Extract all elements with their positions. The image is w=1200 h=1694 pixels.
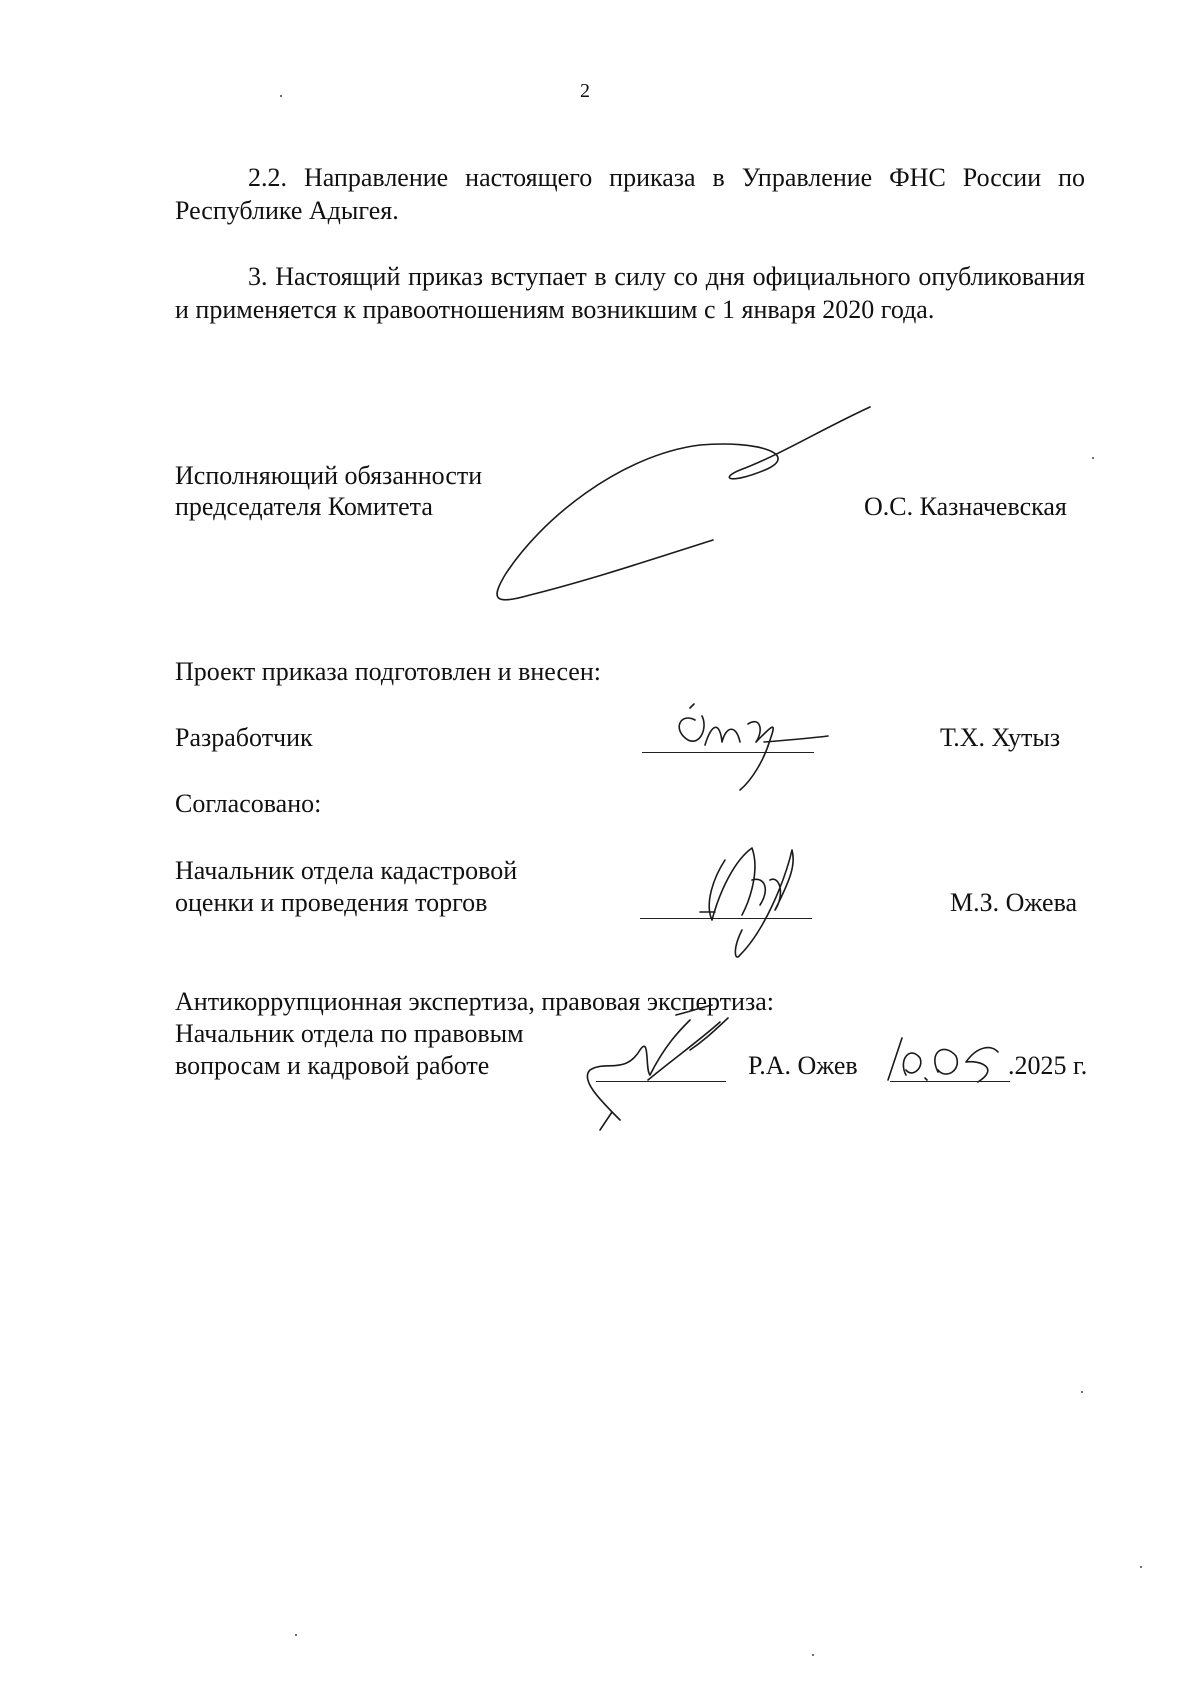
scan-speck — [295, 1634, 297, 1636]
cadastral-name: М.З. Ожева — [950, 888, 1078, 917]
agreed-heading: Согласовано: — [175, 789, 322, 818]
cadastral-role-line2: оценки и проведения торгов — [175, 888, 488, 917]
page-number: 2 — [580, 80, 590, 102]
developer-signature-line — [642, 752, 814, 753]
handwritten-date — [888, 1038, 998, 1082]
expertise-role-line2: вопросам и кадровой работе — [175, 1051, 490, 1080]
expertise-signature — [587, 1005, 728, 1130]
paragraph-3: 3. Настоящий приказ вступает в силу со дня официального опубликования и применяется к правоотношениям возникшим с 1 января 2020 года. — [175, 262, 1085, 324]
signatory-name: О.С. Казначевская — [864, 492, 1067, 521]
signatory-signature — [497, 407, 870, 600]
date-underline — [890, 1081, 1010, 1082]
developer-signature — [679, 704, 828, 790]
prepared-heading: Проект приказа подготовлен и внесен: — [175, 657, 601, 686]
cadastral-role-line1: Начальник отдела кадастровой — [175, 856, 518, 885]
developer-role: Разработчик — [175, 723, 313, 752]
scan-speck — [1081, 1391, 1083, 1393]
scan-speck — [1092, 457, 1094, 459]
cadastral-signature-line — [640, 918, 812, 919]
scan-speck — [1140, 1566, 1142, 1568]
date-suffix: .2025 г. — [1008, 1051, 1088, 1080]
scan-speck — [812, 1654, 814, 1656]
expertise-heading: Антикоррупционная экспертиза, правовая экспертиза: — [175, 987, 774, 1016]
signatory-position-line2: председателя Комитета — [175, 492, 433, 521]
expertise-name: Р.А. Ожев — [748, 1051, 858, 1080]
expertise-signature-line — [596, 1081, 726, 1082]
paragraph-2-2: 2.2. Направление настоящего приказа в Управление ФНС России по Республике Адыгея. — [175, 163, 1085, 225]
developer-name: Т.Х. Хутыз — [940, 723, 1061, 752]
signatory-position-line1: Исполняющий обязанности — [175, 461, 483, 490]
expertise-role-line1: Начальник отдела по правовым — [175, 1019, 524, 1048]
scan-speck — [280, 95, 282, 97]
cadastral-signature — [700, 848, 793, 957]
